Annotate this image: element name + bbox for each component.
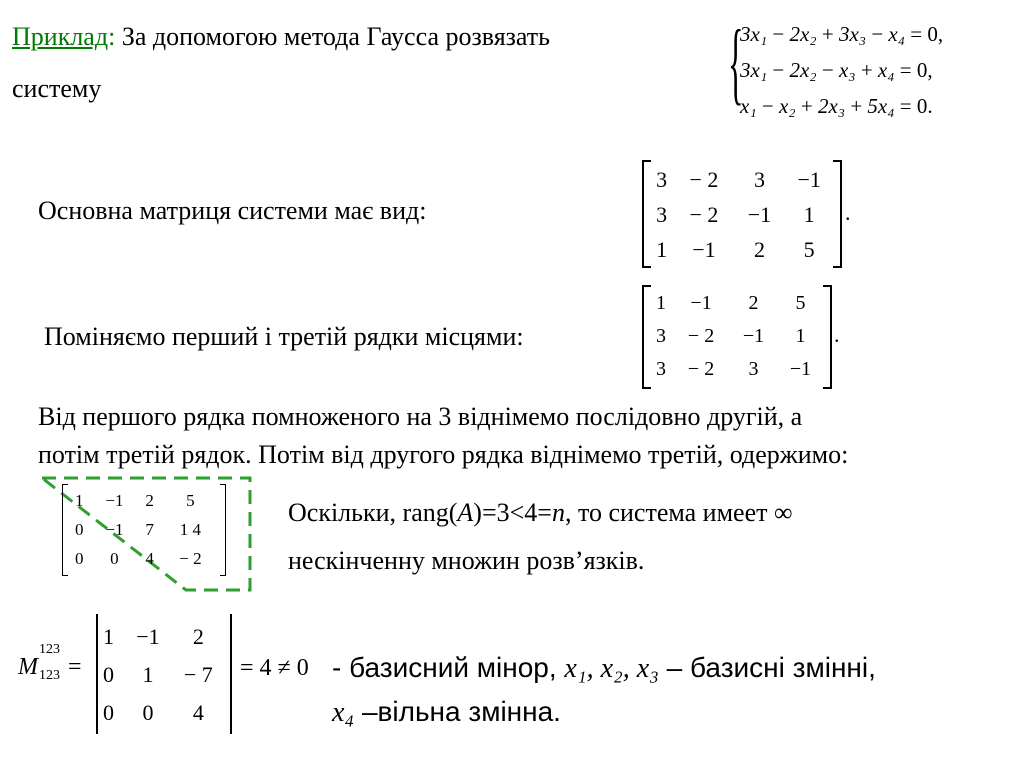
main-matrix: 3 − 2 3 −1 3 − 2 −1 1 1 −1 2 5 <box>642 160 842 268</box>
step-text-2: потім третій рядок. Потім від другого рядка віднімемо третій, одержимо: <box>38 440 849 469</box>
minor-symbol: M 123 123 = <box>18 642 82 683</box>
equation-3: x₁ − x₂ + 2x₃ + 5x₄ = 0. <box>740 94 933 118</box>
equation-2: 3x₁ − 2x₂ − x₃ + x₄ = 0, <box>740 58 933 82</box>
minor-result: = 4 ≠ 0 <box>240 655 309 681</box>
swap-matrix-period: . <box>834 322 840 347</box>
conclusion-line-1: Оскільки, rang(A)=3<4=n, то система имеет ∞ <box>288 498 793 527</box>
swap-matrix: 1 −1 2 5 3 − 2 −1 1 3 − 2 3 −1 <box>642 285 832 389</box>
minor-description-1: - базисний мінор, x₁, x₂, x₃ – базисні змінні, <box>332 652 876 684</box>
swap-caption: Поміняємо перший і третій рядки місцями: <box>44 322 524 351</box>
example-colon: : <box>108 22 116 51</box>
main-matrix-period: . <box>845 200 851 225</box>
system-brace: { <box>728 11 744 113</box>
minor-description-2: x₄ –вільна змінна. <box>332 696 561 728</box>
example-label: Приклад <box>12 22 109 51</box>
step-text-1: Від першого рядка помноженого на 3 віднімемо послідовно другій, а <box>38 402 803 431</box>
equation-1: 3x₁ − 2x₂ + 3x₃ − x₄ = 0, <box>740 22 944 46</box>
echelon-matrix: 1 −1 2 5 0 −1 7 1 4 0 0 4 − 2 <box>62 484 226 576</box>
conclusion-line-2: нескінченну множин розв’язків. <box>288 546 645 575</box>
intro-text-2: систему <box>12 74 102 103</box>
minor-determinant: 1 −1 2 0 1 − 7 0 0 4 <box>96 614 232 734</box>
intro-text: За допомогою метода Гаусса розвязать <box>115 22 551 51</box>
main-matrix-caption: Основна матриця системи має вид: <box>38 196 427 225</box>
intro-line <box>12 22 550 52</box>
